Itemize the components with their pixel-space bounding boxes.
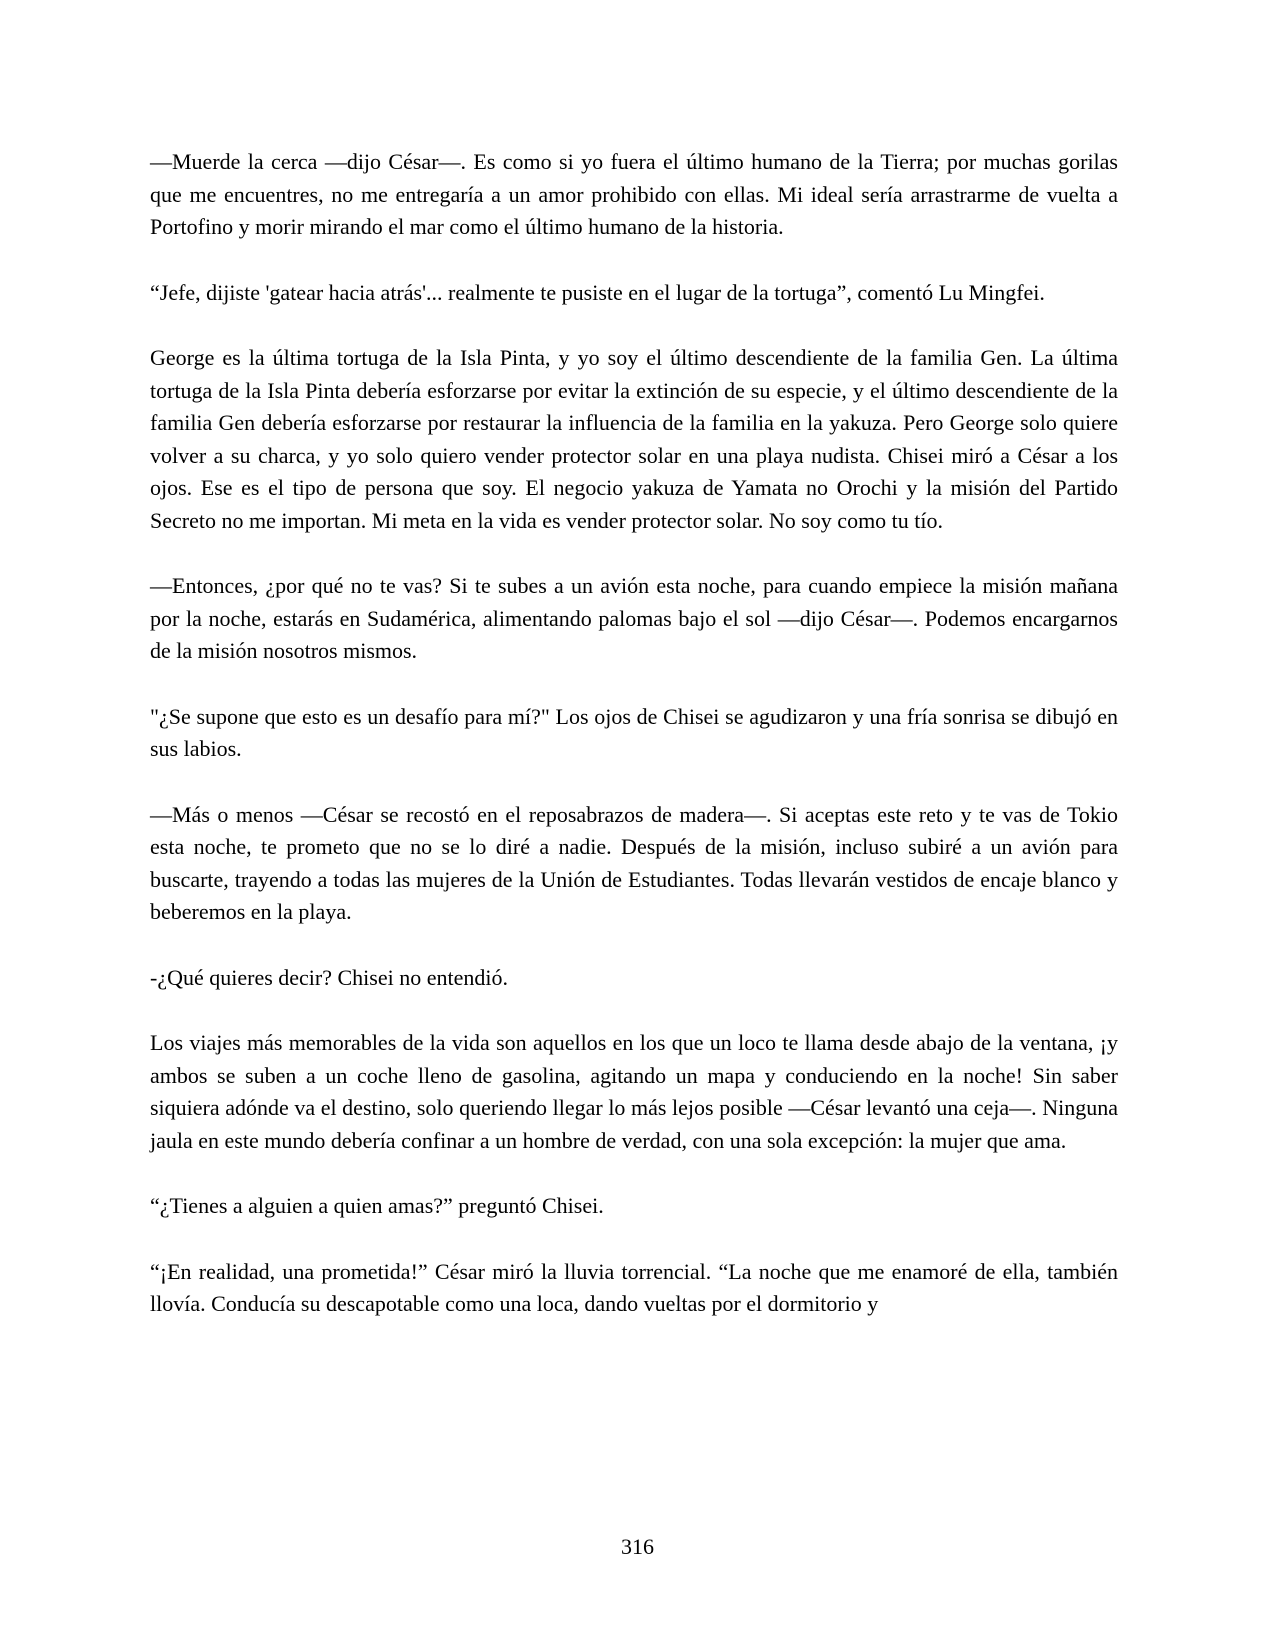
paragraph: —Muerde la cerca —dijo César—. Es como si yo fuera el último humano de la Tierra; por muchas gorilas que me encuentres, no me entregaría a un amor prohibido con ellas. Mi ideal sería arrastrarme de vuelta a Portofino y morir mirando el mar como el último humano de la historia. — [150, 149, 1118, 239]
body-text — [150, 146, 1118, 1321]
paragraph: —Entonces, ¿por qué no te vas? Si te subes a un avión esta noche, para cuando empiece la misión mañana por la noche, estarás en Sudamérica, alimentando palomas bajo el sol —dijo César—. Podemos encargarnos de la misión nosotros mismos. — [150, 573, 1118, 663]
paragraph: -¿Qué quieres decir? Chisei no entendió. — [150, 964, 508, 990]
paragraph: “¡En realidad, una prometida!” César miró la lluvia torrencial. “La noche que me enamoré de ella, también llovía. Conducía su descapotable como una loca, dando vueltas por el dormitorio y — [150, 1258, 1118, 1316]
paragraph: —Más o menos —César se recostó en el reposabrazos de madera—. Si aceptas este reto y te vas de Tokio esta noche, te prometo que no se lo diré a nadie. Después de la misión, incluso subiré a un avión para buscarte, trayendo a todas las mujeres de la Unión de Estudiantes. Todas llevarán vestidos de encaje blanco y beberemos en la playa. — [150, 801, 1118, 924]
paragraph: “¿Tienes a alguien a quien amas?” preguntó Chisei. — [150, 1193, 604, 1218]
paragraph: “Jefe, dijiste 'gatear hacia atrás'... realmente te pusiste en el lugar de la tortuga”, comentó Lu Mingfei. — [150, 279, 1045, 305]
paragraph: George es la última tortuga de la Isla Pinta, y yo soy el último descendiente de la familia Gen. La última tortuga de la Isla Pinta debería esforzarse por evitar la extinción de su especie, y el último descendiente de la familia Gen debería esforzarse por restaurar la influencia de la familia en la yakuza. Pero George solo quiere volver a su charca, y yo solo quiero vender protector solar en una playa nudista. Chisei miró a César a los ojos. Ese es el tipo de persona que soy. El negocio yakuza de Yamata no Orochi y la misión del Partido Secreto no me importan. Mi meta en la vida es vender protector solar. No soy como tu tío. — [150, 345, 1118, 533]
paragraph: Los viajes más memorables de la vida son aquellos en los que un loco te llama desde abajo de la ventana, ¡y ambos se suben a un coche lleno de gasolina, agitando un mapa y conduciendo en la noche! Sin saber siquiera adónde va el destino, solo queriendo llegar lo más lejos posible —César levantó una ceja—. Ninguna jaula en este mundo debería confinar a un hombre de verdad, con una sola excepción: la mujer que ama. — [150, 1030, 1118, 1153]
paragraph: "¿Se supone que esto es un desafío para mí?" Los ojos de Chisei se agudizaron y una fría sonrisa se dibujó en sus labios. — [150, 703, 1118, 761]
page-number: 316 — [621, 1534, 654, 1559]
